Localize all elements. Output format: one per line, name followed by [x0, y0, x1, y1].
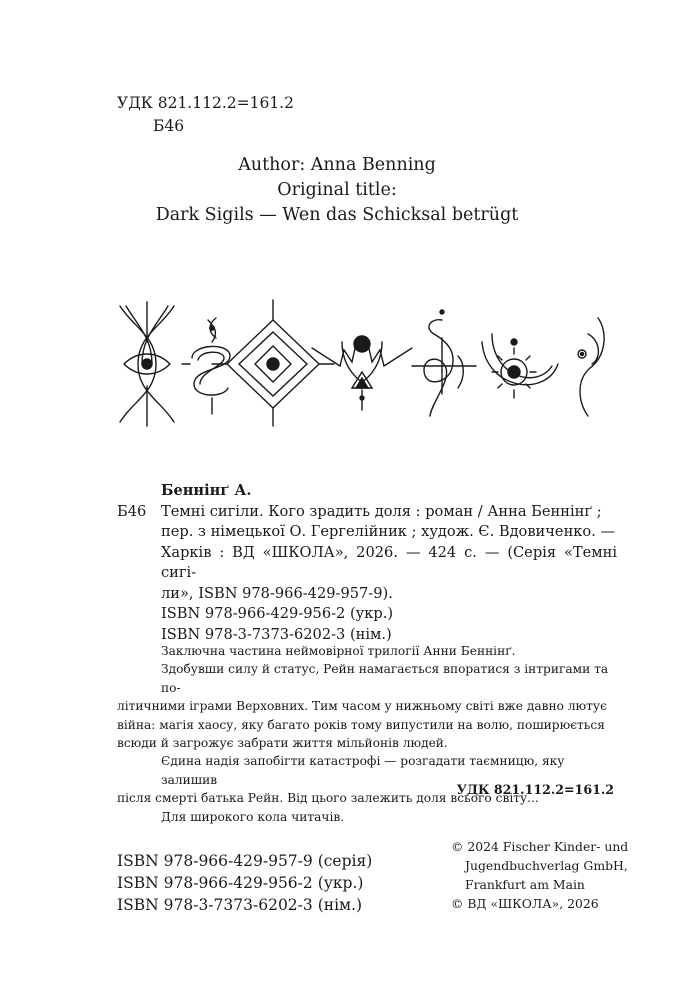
- sigils-ornament: [112, 298, 610, 430]
- catalog-line: пер. з німецької О. Гергелійник ; худож. Є. Вдовиченко. —: [161, 523, 616, 540]
- copyright-line: © ВД «ШКОЛА», 2026: [451, 896, 599, 911]
- sigil-6-icon: [482, 334, 558, 398]
- catalog-author: Беннінґ А.: [161, 482, 252, 499]
- catalog-record: [117, 481, 617, 645]
- catalog-line: Харків : ВД «ШКОЛА», 2026. — 424 с. — (Серія «Темні сигі-: [161, 543, 617, 581]
- sigil-1-icon: [120, 302, 174, 426]
- sigil-2-icon: [182, 318, 230, 414]
- isbn-ukr: ISBN 978-966-429-956-2 (укр.): [117, 874, 364, 892]
- sigil-5-icon: [412, 310, 476, 416]
- author-mark-top: Б46: [153, 117, 185, 135]
- copyright-line: Jugendbuchverlag GmbH,: [465, 858, 628, 873]
- annotation-line: літичними іграми Верховних. Тим часом у нижньому світі вже давно лютує: [117, 699, 607, 714]
- catalog-isbn-ukr: ISBN 978-966-429-956-2 (укр.): [161, 605, 394, 622]
- copyright-line: Frankfurt am Main: [465, 877, 585, 892]
- sigil-7-icon: [578, 318, 604, 416]
- catalog-author-mark: Б46: [117, 502, 147, 520]
- copyright-line: © 2024 Fischer Kinder- und: [451, 839, 629, 854]
- udk-code-top: УДК 821.112.2=161.2: [117, 94, 294, 112]
- isbn-ger: ISBN 978-3-7373-6202-3 (нім.): [117, 896, 363, 914]
- annotation-line: Здобувши силу й статус, Рейн намагається впоратися з інтригами та по-: [161, 662, 609, 695]
- annotation: [117, 642, 616, 826]
- original-credits: [0, 153, 674, 228]
- original-title: Dark Sigils — Wen das Schicksal betrügt: [155, 205, 519, 225]
- catalog-line: ли», ISBN 978-966-429-957-9).: [161, 584, 393, 602]
- sigil-4-icon: [312, 336, 412, 410]
- original-title-label: Original title:: [277, 180, 397, 200]
- udk-block-top: [117, 92, 294, 138]
- udk-code-right: УДК 821.112.2=161.2: [456, 782, 614, 797]
- annotation-line: Єдина надія запобігти катастрофі — розгадати таємницю, яку залишив: [161, 754, 565, 787]
- copyright-block: [451, 837, 628, 913]
- catalog-line: Темні сигіли. Кого зрадить доля : роман / Анна Беннінґ ;: [161, 502, 602, 520]
- annotation-line: всюди й загрожує забрати життя мільйонів людей.: [117, 736, 448, 751]
- catalog-description: [161, 502, 617, 605]
- annotation-line: Заключна частина неймовірної трилогії Анни Беннінґ.: [161, 644, 516, 658]
- isbn-series: ISBN 978-966-429-957-9 (серія): [117, 852, 373, 870]
- annotation-line: війна: магія хаосу, яку багато років тому випустили на волю, поширюється: [117, 717, 605, 732]
- isbn-list: [117, 850, 372, 916]
- annotation-line: після смерті батька Рейн. Від цього залежить доля всього світу...: [117, 791, 539, 806]
- catalog-isbn-ger: ISBN 978-3-7373-6202-3 (нім.): [161, 625, 392, 643]
- sigil-3-icon: [212, 300, 334, 426]
- original-author: Author: Anna Benning: [238, 155, 436, 175]
- annotation-line: Для широкого кола читачів.: [161, 809, 345, 824]
